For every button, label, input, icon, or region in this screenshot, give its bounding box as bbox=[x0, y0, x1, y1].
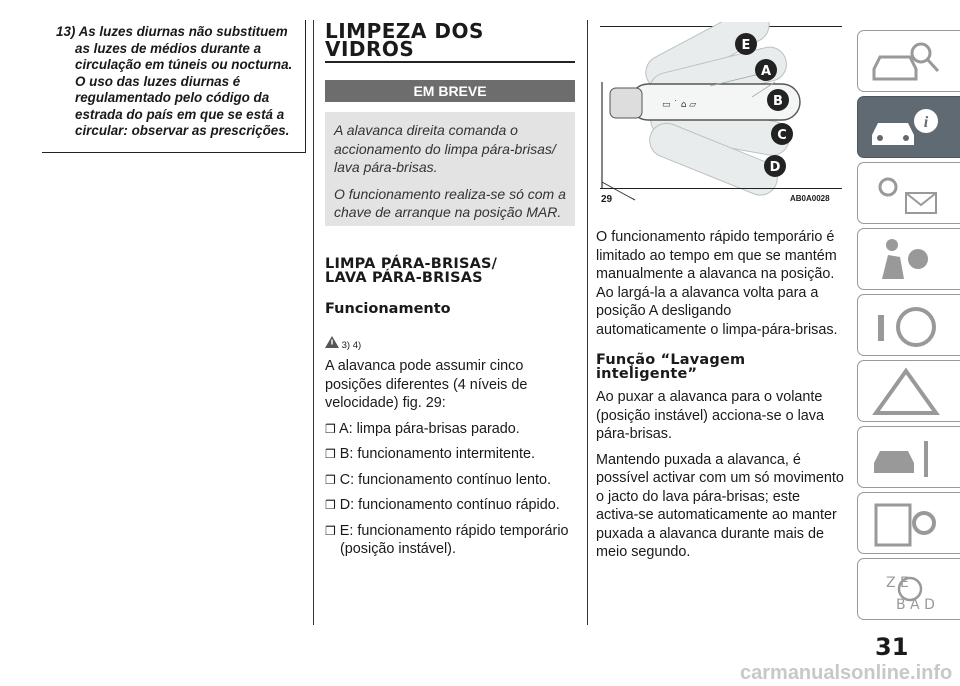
list-item: ❒ A: limpa pára-brisas parado. bbox=[325, 420, 520, 437]
warning-lights-icon bbox=[866, 167, 946, 221]
brief-paragraph: A alavanca direita comanda o accionamento do limpa pára-brisas/ lava pára-brisas. bbox=[334, 122, 556, 175]
warning-triangle-icon bbox=[325, 340, 342, 351]
tab-steering[interactable] bbox=[857, 294, 960, 356]
col3-paragraph: O funcionamento rápido temporário é limitado ao tempo em que se mantém manualmente a alavanca na posição. Ao largá-la a alavanca volta para a posição A desligando automaticamente o limpa-pára-brisas. bbox=[596, 229, 838, 338]
svg-text:B A D: B A D bbox=[896, 597, 935, 613]
intro-paragraph: A alavanca pode assumir cinco posições diferentes (4 níveis de velocidade) fig. 29: bbox=[325, 358, 528, 411]
tab-car-search[interactable] bbox=[857, 30, 960, 92]
svg-text:▭ ˙ ⌂ ▱: ▭ ˙ ⌂ ▱ bbox=[662, 100, 697, 110]
tab-safety[interactable] bbox=[857, 228, 960, 290]
column-divider bbox=[313, 20, 314, 625]
title-rule bbox=[325, 61, 575, 63]
note-text bbox=[56, 24, 301, 140]
tab-maintenance[interactable] bbox=[857, 426, 960, 488]
col3-paragraph: Mantendo puxada a alavanca, é possível activar com um só movimento o jacto do lava pára-brisas; este activa-se automaticamente ao manter puxada a alavanca durante mais de meio segundo. bbox=[596, 451, 844, 560]
col3-paragraph: Ao puxar a alavanca para o volante (posição instável) acciona-se o lava pára-brisas. bbox=[596, 389, 824, 442]
subsection-title-2: Funcionamento bbox=[325, 301, 451, 317]
svg-text:Z E: Z E bbox=[886, 575, 909, 591]
label-C: C bbox=[777, 128, 787, 143]
list-item: ❒ C: funcionamento contínuo lento. bbox=[325, 471, 551, 488]
label-E: E bbox=[741, 38, 751, 53]
body-column-2 bbox=[325, 357, 575, 566]
label-D: D bbox=[769, 160, 781, 175]
index-icon bbox=[866, 563, 946, 617]
col3-body bbox=[596, 388, 844, 569]
brief-label: EM BREVE bbox=[325, 80, 575, 102]
svg-text:i: i bbox=[923, 114, 929, 131]
watermark: carmanualsonline.info bbox=[740, 662, 953, 684]
tab-specs[interactable] bbox=[857, 492, 960, 554]
label-A: A bbox=[760, 64, 772, 79]
note-paragraph: 13) As luzes diurnas não substituem as luzes de médios durante a circulação em túneis ou nocturna. O uso das luzes diurnas é regulamentado pelo código da estrada do país em que se está a circular: observar as prescrições. bbox=[56, 24, 293, 138]
specs-icon bbox=[866, 497, 946, 551]
tab-index[interactable] bbox=[857, 558, 960, 620]
subsection-title-3: Função “Lavagem inteligente” bbox=[596, 352, 746, 382]
car-info-icon bbox=[866, 101, 946, 155]
emergency-icon bbox=[866, 365, 946, 419]
list-item: ❒ D: funcionamento contínuo rápido. bbox=[325, 497, 560, 513]
car-search-icon bbox=[866, 35, 946, 89]
safety-icon bbox=[866, 233, 946, 287]
subsection-title: LIMPA PÁRA-BRISAS/ LAVA PÁRA-BRISAS bbox=[325, 256, 498, 286]
tab-warning-lights[interactable] bbox=[857, 162, 960, 224]
steering-wheel-icon bbox=[866, 299, 946, 353]
figure-code: AB0A0028 bbox=[790, 194, 830, 203]
brief-text bbox=[334, 121, 574, 230]
tab-car-info[interactable] bbox=[857, 96, 960, 158]
wiper-stalk-figure bbox=[600, 22, 842, 214]
column-divider bbox=[587, 20, 588, 625]
figure-number: 29 bbox=[601, 194, 613, 205]
refs-text: 3) 4) bbox=[341, 340, 362, 351]
warning-refs bbox=[325, 336, 361, 351]
label-B: B bbox=[773, 94, 783, 109]
figure-rule bbox=[600, 188, 842, 189]
maintenance-icon bbox=[866, 431, 946, 485]
brief-paragraph: O funcionamento realiza-se só com a chave de arranque na posição MAR. bbox=[334, 185, 566, 220]
tab-emergency[interactable] bbox=[857, 360, 960, 422]
list-item: ❒ E: funcionamento rápido temporário (posição instável). bbox=[325, 522, 569, 557]
list-item: ❒ B: funcionamento intermitente. bbox=[325, 446, 535, 462]
section-title: LIMPEZA DOS VIDROS bbox=[325, 19, 484, 61]
page-number: 31 bbox=[875, 633, 909, 661]
